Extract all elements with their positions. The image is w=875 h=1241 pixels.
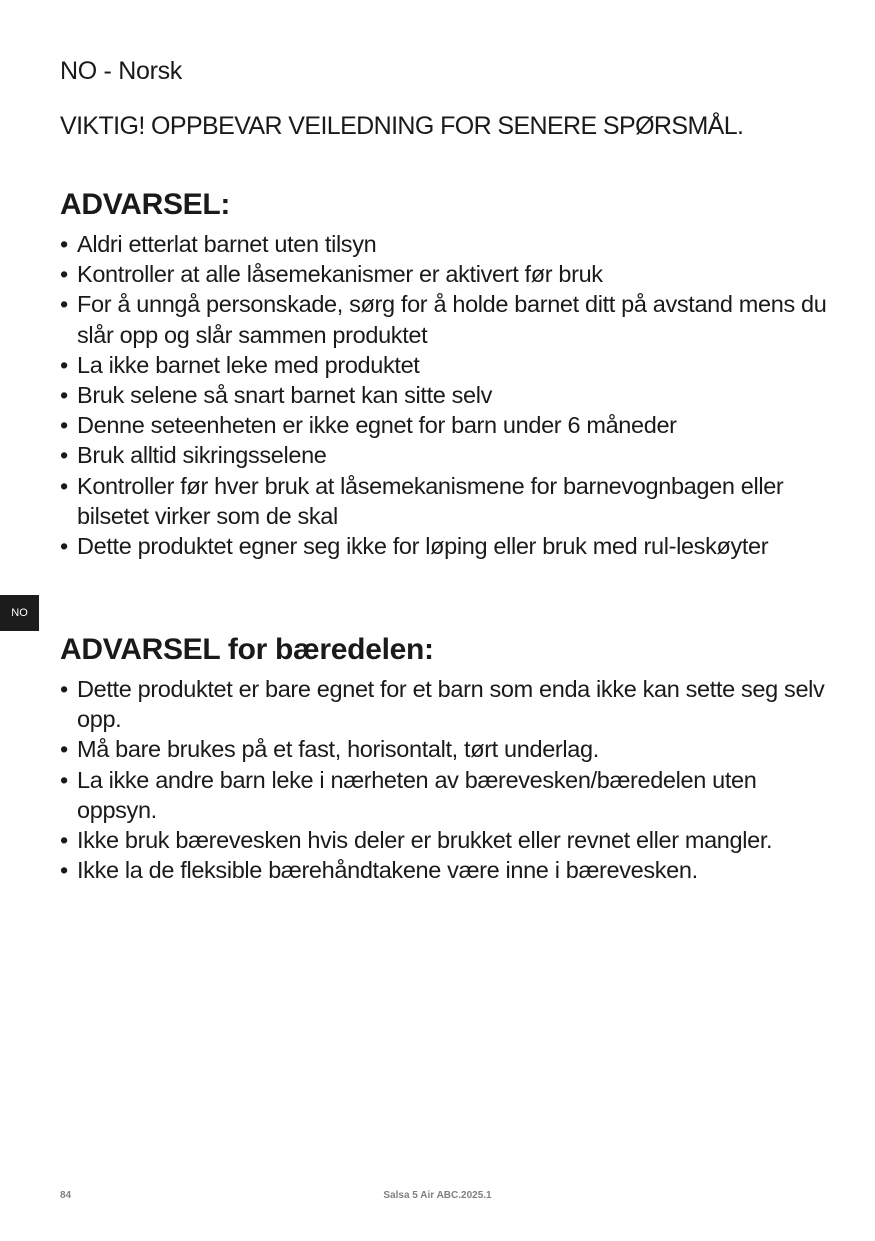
important-notice: VIKTIG! OPPBEVAR VEILEDNING FOR SENERE SPØRSMÅL. <box>60 112 744 140</box>
list-item: • Bruk selene så snart barnet kan sitte selv <box>60 382 493 409</box>
warning-section-carrycot <box>60 630 830 885</box>
list-item: • Aldri etterlat barnet uten tilsyn <box>60 231 377 257</box>
list-item: • Dette produktet egner seg ikke for løping eller bruk med rul-leskøyter <box>60 533 769 560</box>
list-item-text: Kontroller at alle låsemekanismer er aktivert før bruk <box>77 261 603 288</box>
list-item-text: Kontroller før hver bruk at låsemekanismene for barnevognbagen eller bilsetet virker som de skal <box>77 472 784 529</box>
list-item-text: Ikke la de fleksible bærehåndtakene være inne i bærevesken. <box>77 857 698 884</box>
warning-list <box>60 229 830 561</box>
list-item-text: Må bare brukes på et fast, horisontalt, tørt underlag. <box>77 736 599 763</box>
list-item: • Denne seteenheten er ikke egnet for barn under 6 måneder <box>60 412 677 439</box>
list-item: • La ikke andre barn leke i nærheten av bærevesken/bæredelen uten oppsyn. <box>60 766 757 823</box>
list-item: • Ikke la de fleksible bærehåndtakene være inne i bærevesken. <box>60 857 698 884</box>
list-item: • Dette produktet er bare egnet for et barn som enda ikke kan sette seg selv opp. <box>60 676 825 733</box>
list-item: • Må bare brukes på et fast, horisontalt, tørt underlag. <box>60 736 599 763</box>
list-item: • La ikke barnet leke med produktet <box>60 351 420 378</box>
list-item: • Ikke bruk bærevesken hvis deler er brukket eller revnet eller mangler. <box>60 827 773 854</box>
warning-heading: ADVARSEL for bæredelen: <box>60 633 434 666</box>
warning-list <box>60 674 830 885</box>
list-item-text: La ikke andre barn leke i nærheten av bærevesken/bæredelen uten oppsyn. <box>77 766 757 823</box>
list-item: • Kontroller at alle låsemekanismer er aktivert før bruk <box>60 261 603 288</box>
warning-section-general <box>60 185 830 561</box>
list-item-text: Dette produktet er bare egnet for et barn som enda ikke kan sette seg selv opp. <box>77 676 825 733</box>
list-item-text: Ikke bruk bærevesken hvis deler er brukket eller revnet eller mangler. <box>77 827 773 854</box>
list-item-text: For å unngå personskade, sørg for å holde barnet ditt på avstand mens du slår opp og slår sammen produktet <box>77 291 827 348</box>
page-number: 84 <box>60 1190 72 1201</box>
list-item-text: Bruk alltid sikringsselene <box>77 442 327 469</box>
list-item-text: La ikke barnet leke med produktet <box>77 351 420 378</box>
list-item: • For å unngå personskade, sørg for å holde barnet ditt på avstand mens du slår opp og slår sammen produktet <box>60 291 827 348</box>
list-item: • Bruk alltid sikringsselene <box>60 442 327 469</box>
list-item-text: Denne seteenheten er ikke egnet for barn under 6 måneder <box>77 412 677 439</box>
document-id: Salsa 5 Air ABC.2025.1 <box>383 1190 492 1201</box>
language-title: NO - Norsk <box>60 57 183 85</box>
list-item-text: Bruk selene så snart barnet kan sitte selv <box>77 382 493 409</box>
language-side-tab: NO <box>0 595 39 631</box>
list-item-text: Aldri etterlat barnet uten tilsyn <box>77 231 377 257</box>
list-item: • Kontroller før hver bruk at låsemekanismene for barnevognbagen eller bilsetet virker som de skal <box>60 472 784 529</box>
warning-heading: ADVARSEL: <box>60 188 231 221</box>
list-item-text: Dette produktet egner seg ikke for løping eller bruk med rul-leskøyter <box>77 533 769 560</box>
